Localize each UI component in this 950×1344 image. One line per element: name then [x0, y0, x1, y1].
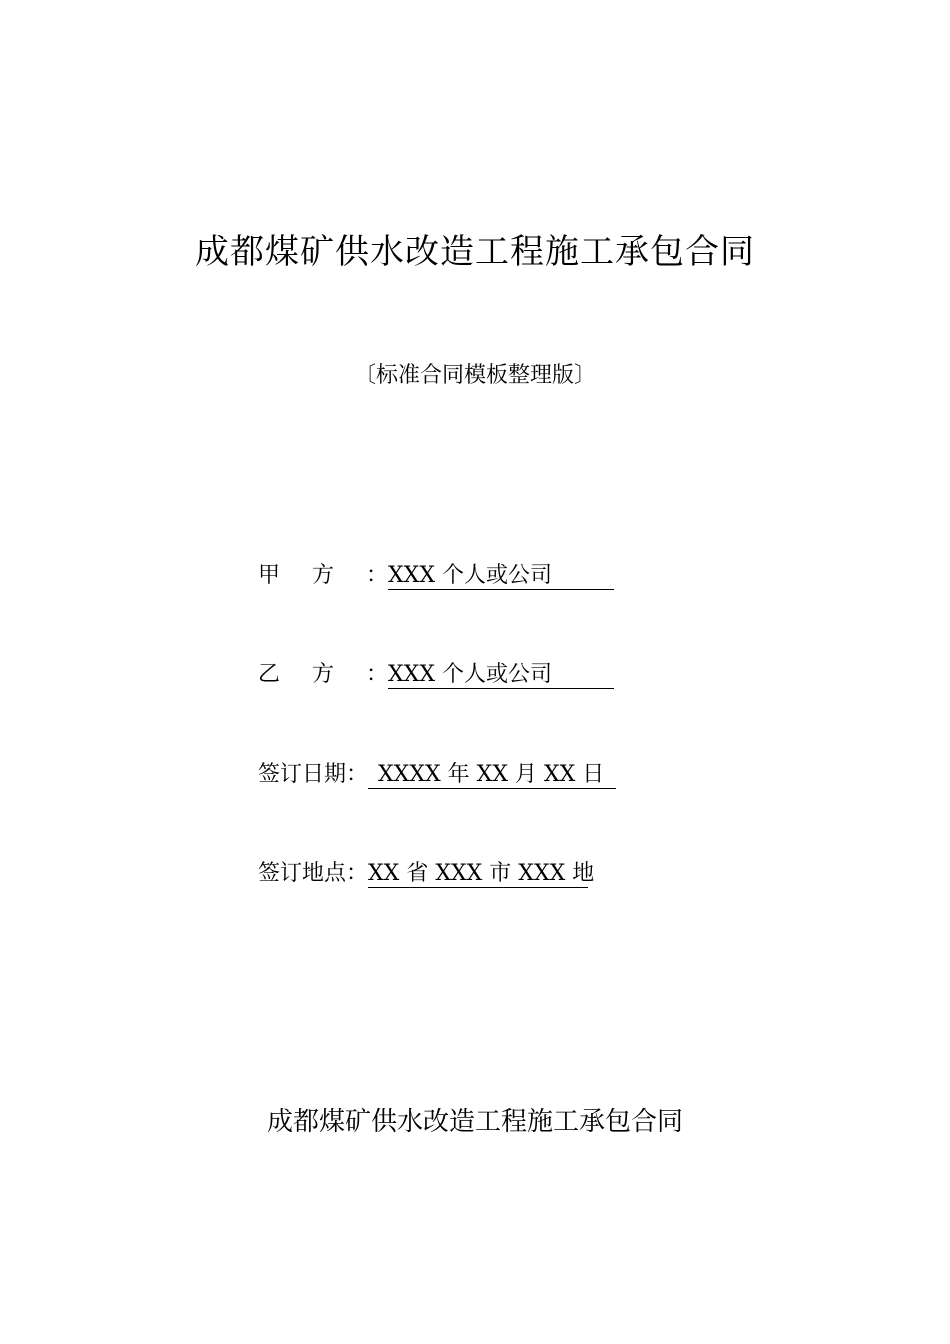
party-a-label: 甲方：	[258, 563, 388, 588]
signing-date-value: XXXX 年 XX 月 XX 日	[368, 763, 616, 789]
party-b-field	[258, 660, 614, 690]
document-title: 成都煤矿供水改造工程施工承包合同	[195, 232, 755, 272]
signing-date-field	[258, 760, 616, 790]
signing-date-label: 签订日期：	[258, 762, 369, 787]
document-subtitle: 〔标准合同模板整理版〕	[353, 363, 596, 388]
signing-place-label: 签订地点：	[258, 861, 369, 886]
party-a-value: XXX 个人或公司	[388, 564, 614, 590]
footer-title: 成都煤矿供水改造工程施工承包合同	[266, 1107, 683, 1137]
signing-place-value: XX 省 XXX 市 XXX 地	[368, 861, 595, 886]
party-b-label: 乙方：	[258, 662, 388, 687]
party-b-value: XXX 个人或公司	[388, 663, 614, 689]
signing-place-field	[258, 859, 595, 889]
party-a-field	[258, 561, 614, 591]
